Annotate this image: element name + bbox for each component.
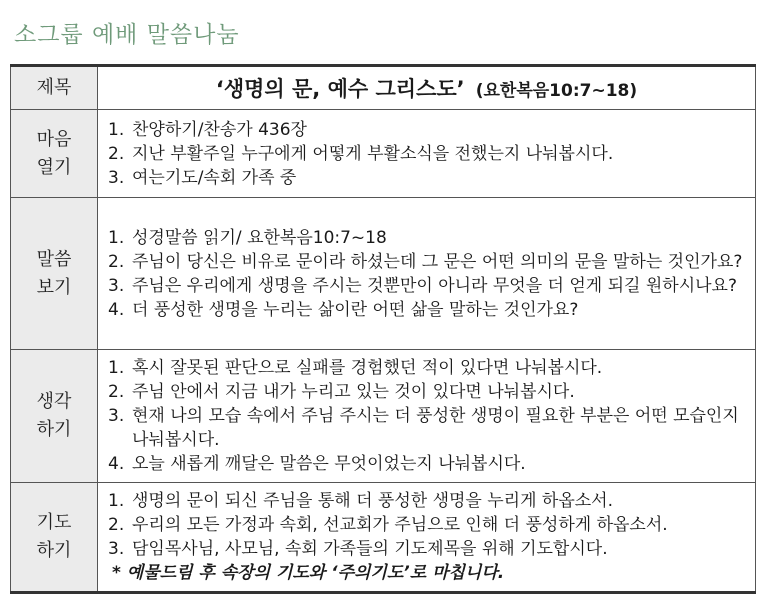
item-number: 1. [108,227,125,248]
item-number: 4. [108,299,125,320]
section-label-read-word [11,198,98,350]
item-text: 담임목사님, 사모님, 속회 가족들의 기도제목을 위해 기도합시다. [132,539,608,559]
item-text: 주님 안에서 지금 내가 누리고 있는 것이 있다면 나눠봅시다. [132,382,575,402]
item-number: 1. [108,491,125,511]
item-number: 3. [108,167,125,188]
list-item [108,142,747,166]
list-item [108,380,747,404]
list-item [108,452,747,476]
item-text: 오늘 새롭게 깨달은 말씀은 무엇이었는지 나눠봅시다. [132,454,526,474]
sermon-title-cell [98,66,756,110]
item-text: 주님이 당신은 비유로 문이라 하셨는데 그 문은 어떤 의미의 문을 말하는 것인가요? [132,251,743,272]
closing-note: * 예물드림 후 속장의 기도와 ‘주의기도’로 마칩니다. [112,563,505,583]
item-text: 현재 나의 모습 속에서 주님 주시는 더 풍성한 생명이 필요한 부분은 어떤 모습인지 나눠봅시다. [132,406,745,450]
item-text: 지난 부활주일 누구에게 어떻게 부활소식을 전했는지 나눠봅시다. [132,143,614,164]
list-item [108,226,747,250]
list-item [108,166,747,190]
header-row [11,66,756,110]
item-number: 2. [108,251,125,272]
item-number: 4. [108,454,125,474]
item-text: 우리의 모든 가정과 속회, 선교회가 주님으로 인해 더 풍성하게 하옵소서. [132,515,668,535]
item-number: 2. [108,515,125,535]
list-item [108,274,747,298]
section-row-read-word [11,198,756,350]
list-item [108,489,747,513]
section-label-pray [11,483,98,593]
item-number: 2. [108,143,125,164]
item-number: 3. [108,539,125,559]
item-text: 찬양하기/찬송가 436장 [132,119,307,140]
header-label: 제목 [11,66,98,110]
section-label-reflect [11,350,98,483]
list-item [108,404,747,452]
section-content-reflect [98,350,756,483]
section-label-line1: 생각 [36,391,72,412]
worship-sheet-table [10,64,756,594]
section-label-line2: 하기 [36,540,72,561]
item-text: 성경말씀 읽기/ 요한복음10:7~18 [132,227,387,248]
list-item [108,537,747,561]
item-number: 1. [108,358,125,378]
item-text: 더 풍성한 생명을 누리는 삶이란 어떤 삶을 말하는 것인가요? [132,299,579,320]
section-row-open-heart [11,110,756,198]
sermon-title: ‘생명의 문, 예수 그리스도’ [215,77,465,101]
list-item [108,118,747,142]
item-text: 여는기도/속회 가족 중 [132,167,297,188]
section-row-pray [11,483,756,593]
item-number: 3. [108,275,125,296]
section-label-line1: 마음 [36,128,72,150]
item-number: 1. [108,119,125,140]
item-text: 생명의 문이 되신 주님을 통해 더 풍성한 생명을 누리게 하옵소서. [132,491,614,511]
item-number: 2. [108,382,125,402]
list-item [108,250,747,274]
item-text: 주님은 우리에게 생명을 주시는 것뿐만이 아니라 무엇을 더 얻게 되길 원하시나요? [132,275,737,296]
list-item [108,298,747,322]
section-label-line1: 기도 [36,512,72,533]
section-content-pray [98,483,756,593]
scripture-reference: (요한복음10:7~18) [475,81,638,101]
section-label-open-heart [11,110,98,198]
item-number: 3. [108,406,125,426]
list-item [108,356,747,380]
item-text: 혹시 잘못된 판단으로 실패를 경험했던 적이 있다면 나눠봅시다. [132,358,603,378]
section-label-line1: 말씀 [36,248,72,270]
page-title: 소그룹 예배 말씀나눔 [14,22,240,48]
section-label-line2: 하기 [36,419,72,440]
section-label-line2: 보기 [36,276,72,298]
section-content-open-heart [98,110,756,198]
list-item [108,513,747,537]
section-label-line2: 열기 [36,156,72,178]
section-content-read-word [98,198,756,350]
section-row-reflect [11,350,756,483]
